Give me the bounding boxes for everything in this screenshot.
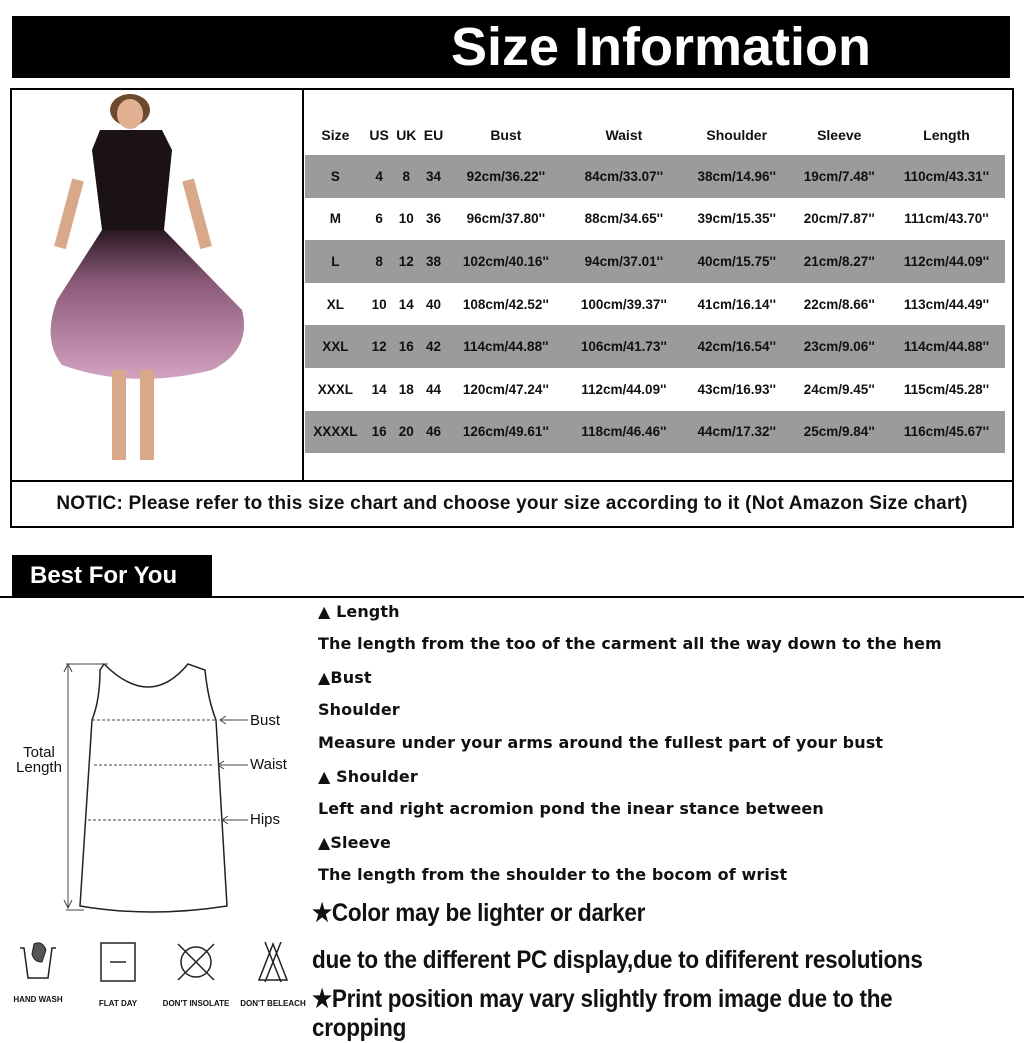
size-table <box>305 114 1005 453</box>
table-cell: 110cm/43.31'' <box>888 155 1005 198</box>
table-cell: 25cm/9.84'' <box>791 411 888 454</box>
dont-bleach-icon <box>251 940 295 984</box>
table-cell: 18 <box>398 381 414 397</box>
table-cell: 14 <box>371 381 387 397</box>
header-size: Size <box>321 126 350 143</box>
table-cell: 42cm/16.54'' <box>683 325 791 368</box>
table-cell: 6 <box>375 211 383 227</box>
instruction-line: Measure under your arms around the fullest part of your bust <box>318 733 884 752</box>
measurement-diagram <box>0 600 310 930</box>
table-cell: 116cm/45.67'' <box>888 411 1005 454</box>
table-cell: 92cm/36.22'' <box>447 155 565 198</box>
table-cell: 112cm/44.09'' <box>581 381 667 397</box>
header-sleeve: Sleeve <box>817 126 862 143</box>
table-cell: 39cm/15.35'' <box>697 211 776 227</box>
table-row <box>305 325 1005 368</box>
table-row <box>305 411 1005 454</box>
product-photo <box>10 88 304 482</box>
hand-wash-icon <box>16 940 60 980</box>
hips-label: Hips <box>250 811 281 828</box>
table-cell: 102cm/40.16'' <box>447 240 565 283</box>
table-cell: 12 <box>392 240 420 283</box>
table-cell: M <box>329 211 341 227</box>
table-cell: 12 <box>366 325 393 368</box>
table-cell: XXL <box>305 325 366 368</box>
table-cell: 96cm/37.80'' <box>466 211 546 227</box>
header-bust: Bust <box>490 126 522 143</box>
care-flat-dry <box>83 940 153 1008</box>
instruction-line: ▲Bust <box>318 668 372 687</box>
table-row <box>305 368 1005 411</box>
table-cell: 114cm/44.88'' <box>888 325 1005 368</box>
bust-label: Bust <box>250 712 281 729</box>
header-shoulder: Shoulder <box>706 126 768 143</box>
table-cell: 21cm/8.27'' <box>791 240 888 283</box>
waist-label: Waist <box>250 756 287 773</box>
total-length-label: Total Length <box>16 744 62 776</box>
table-cell: L <box>305 240 366 283</box>
table-cell: 36 <box>426 211 442 227</box>
header-uk: UK <box>396 126 417 143</box>
table-cell: 120cm/47.24'' <box>462 381 549 397</box>
table-cell: 46 <box>420 411 447 454</box>
table-cell: 115cm/45.28'' <box>903 381 990 397</box>
table-cell: 14 <box>398 296 414 312</box>
best-for-you-heading: Best For You <box>12 555 212 597</box>
table-cell: 108cm/42.52'' <box>462 296 549 312</box>
care-hand-wash <box>3 940 73 1004</box>
care-label: HAND WASH <box>13 995 63 1004</box>
table-cell: 34 <box>420 155 447 198</box>
table-cell: 88cm/34.65'' <box>584 211 664 227</box>
table-cell: 19cm/7.48'' <box>791 155 888 198</box>
table-cell: 113cm/44.49'' <box>903 296 990 312</box>
table-cell: 16 <box>366 411 393 454</box>
instruction-line: ▲ Length <box>318 602 400 621</box>
divider <box>0 596 1024 598</box>
table-row <box>305 240 1005 283</box>
table-cell: 43cm/16.93'' <box>697 381 776 397</box>
header-waist: Waist <box>605 126 643 143</box>
care-label: DON'T BELEACH <box>240 999 306 1008</box>
table-cell: XL <box>326 296 344 312</box>
table-cell: 100cm/39.37'' <box>580 296 667 312</box>
table-cell: 112cm/44.09'' <box>888 240 1005 283</box>
care-label: FLAT DAY <box>98 999 138 1008</box>
note-line: ★Color may be lighter or darker <box>312 899 646 927</box>
instruction-line: Shoulder <box>318 700 400 719</box>
table-cell: 41cm/16.14'' <box>697 296 776 312</box>
table-cell: 126cm/49.61'' <box>447 411 565 454</box>
note-line: due to the different PC display,due to dififerent resolutions <box>312 946 923 974</box>
dont-insolate-icon <box>174 940 218 984</box>
instruction-line: The length from the shoulder to the bocom of wrist <box>318 865 788 884</box>
table-row <box>305 155 1005 198</box>
table-cell: 40cm/15.75'' <box>683 240 791 283</box>
table-cell: XXXXL <box>305 411 366 454</box>
instruction-line: The length from the too of the carment all the way down to the hem <box>318 634 942 653</box>
table-cell: 4 <box>366 155 393 198</box>
table-cell: S <box>305 155 366 198</box>
table-cell: 111cm/43.70'' <box>904 211 989 227</box>
header-eu: EU <box>423 126 444 143</box>
table-cell: 23cm/9.06'' <box>791 325 888 368</box>
table-cell: 10 <box>371 296 387 312</box>
header-us: US <box>369 126 389 143</box>
table-cell: 44 <box>426 381 442 397</box>
table-cell: 106cm/41.73'' <box>565 325 683 368</box>
instruction-line: ▲Sleeve <box>318 833 391 852</box>
table-cell: 94cm/37.01'' <box>565 240 683 283</box>
table-header-row <box>305 114 1005 155</box>
table-row <box>305 198 1005 241</box>
instruction-line: Left and right acromion pond the inear stance between <box>318 799 824 818</box>
title-bar <box>12 16 1010 78</box>
page-title: Size Information <box>450 17 872 77</box>
header-length: Length <box>923 126 970 143</box>
care-dont-bleach <box>238 940 308 1008</box>
care-dont-insolate <box>161 940 231 1008</box>
table-cell: 114cm/44.88'' <box>447 325 565 368</box>
table-cell: 84cm/33.07'' <box>565 155 683 198</box>
note-line: ★Print position may vary slightly from image due to the cropping <box>312 985 893 1042</box>
table-cell: XXXL <box>317 381 353 397</box>
table-cell: 38cm/14.96'' <box>683 155 791 198</box>
care-label: DON'T INSOLATE <box>162 999 230 1008</box>
instruction-line: ▲ Shoulder <box>318 767 418 786</box>
table-cell: 40 <box>426 296 442 312</box>
table-cell: 20cm/7.87'' <box>803 211 875 227</box>
table-cell: 38 <box>420 240 447 283</box>
table-cell: 22cm/8.66'' <box>803 296 875 312</box>
table-cell: 10 <box>398 211 414 227</box>
table-cell: 16 <box>392 325 420 368</box>
table-cell: 8 <box>366 240 393 283</box>
table-cell: 20 <box>392 411 420 454</box>
flat-dry-icon <box>96 940 140 984</box>
table-cell: 42 <box>420 325 447 368</box>
table-cell: 8 <box>392 155 420 198</box>
table-cell: 118cm/46.46'' <box>565 411 683 454</box>
table-row <box>305 283 1005 326</box>
table-cell: 24cm/9.45'' <box>803 381 875 397</box>
table-cell: 44cm/17.32'' <box>683 411 791 454</box>
notice-text: NOTIC: Please refer to this size chart and choose your size according to it (Not Amazon Size chart) <box>10 480 1014 528</box>
